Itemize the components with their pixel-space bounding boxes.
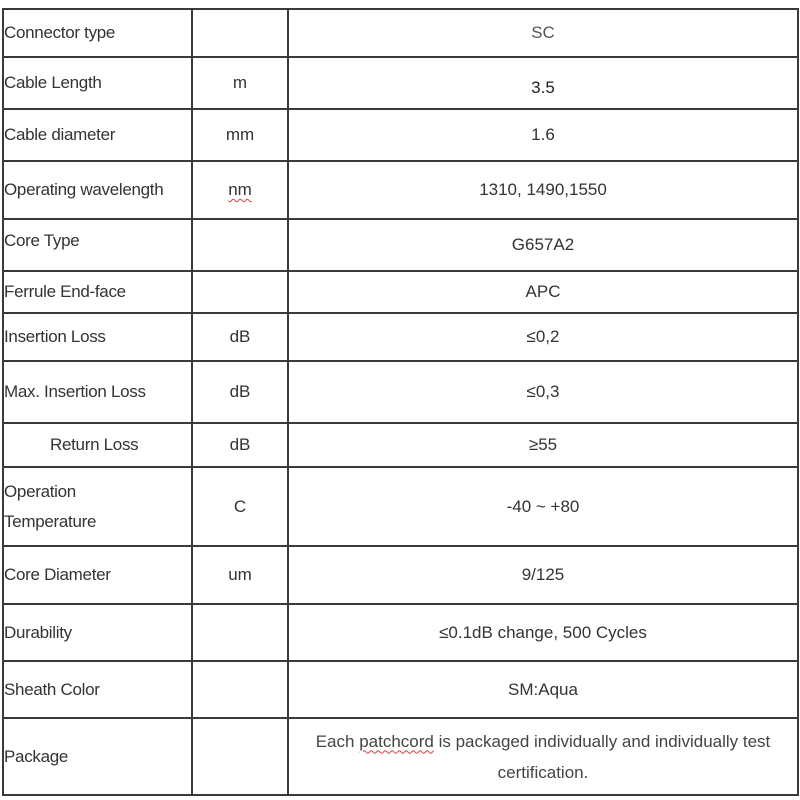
param-cell: Durability — [3, 604, 192, 661]
spec-table — [2, 8, 799, 796]
param-cell: Cable Length — [3, 57, 192, 109]
unit-cell: dB — [192, 313, 288, 361]
value-text: is packaged individually and individually test certification. — [433, 731, 771, 782]
value-cell: ≤0,2 — [288, 313, 798, 361]
table-row — [3, 604, 798, 661]
param-cell: Package — [3, 718, 192, 795]
table-row — [3, 313, 798, 361]
param-cell: Ferrule End-face — [3, 271, 192, 313]
unit-cell — [192, 718, 288, 795]
unit-cell — [192, 271, 288, 313]
param-cell: Sheath Color — [3, 661, 192, 718]
unit-cell: C — [192, 467, 288, 546]
param-cell: Core Diameter — [3, 546, 192, 604]
table-row — [3, 271, 798, 313]
param-cell: Return Loss — [3, 423, 192, 467]
unit-text: nm — [228, 180, 252, 199]
unit-cell — [192, 661, 288, 718]
value-text-misspelled: patchcord — [359, 731, 434, 751]
param-cell — [3, 467, 192, 546]
value-cell: -40 ~ +80 — [288, 467, 798, 546]
table-row — [3, 57, 798, 109]
unit-cell: mm — [192, 109, 288, 161]
value-cell: ≤0,3 — [288, 361, 798, 423]
value-cell: ≥55 — [288, 423, 798, 467]
table-row — [3, 361, 798, 423]
unit-cell — [192, 219, 288, 271]
table-row — [3, 661, 798, 718]
table-row — [3, 718, 798, 795]
value-cell: SM:Aqua — [288, 661, 798, 718]
unit-cell — [192, 9, 288, 57]
table-row — [3, 546, 798, 604]
unit-cell: m — [192, 57, 288, 109]
value-cell: ≤0.1dB change, 500 Cycles — [288, 604, 798, 661]
unit-cell: um — [192, 546, 288, 604]
param-cell: Insertion Loss — [3, 313, 192, 361]
value-cell: 1310, 1490,1550 — [288, 161, 798, 219]
unit-cell: dB — [192, 423, 288, 467]
value-cell: 9/125 — [288, 546, 798, 604]
table-row — [3, 9, 798, 57]
table-row — [3, 467, 798, 546]
table-row — [3, 423, 798, 467]
value-cell: 1.6 — [288, 109, 798, 161]
value-text: Each — [315, 731, 360, 751]
table-row — [3, 161, 798, 219]
param-cell: Core Type — [3, 219, 192, 271]
param-cell: Connector type — [3, 9, 192, 57]
value-cell: SC — [288, 9, 798, 57]
table-row — [3, 219, 798, 271]
param-cell: Cable diameter — [3, 109, 192, 161]
unit-cell — [192, 604, 288, 661]
param-cell: Max. Insertion Loss — [3, 361, 192, 423]
value-cell: APC — [288, 271, 798, 313]
value-cell: G657A2 — [288, 219, 798, 271]
param-line: Temperature — [4, 511, 97, 531]
unit-cell: dB — [192, 361, 288, 423]
table-row — [3, 109, 798, 161]
unit-cell — [192, 161, 288, 219]
value-cell: 3.5 — [288, 57, 798, 109]
param-cell: Operating wavelength — [3, 161, 192, 219]
value-cell — [288, 718, 798, 795]
param-line: Operation — [4, 481, 76, 501]
